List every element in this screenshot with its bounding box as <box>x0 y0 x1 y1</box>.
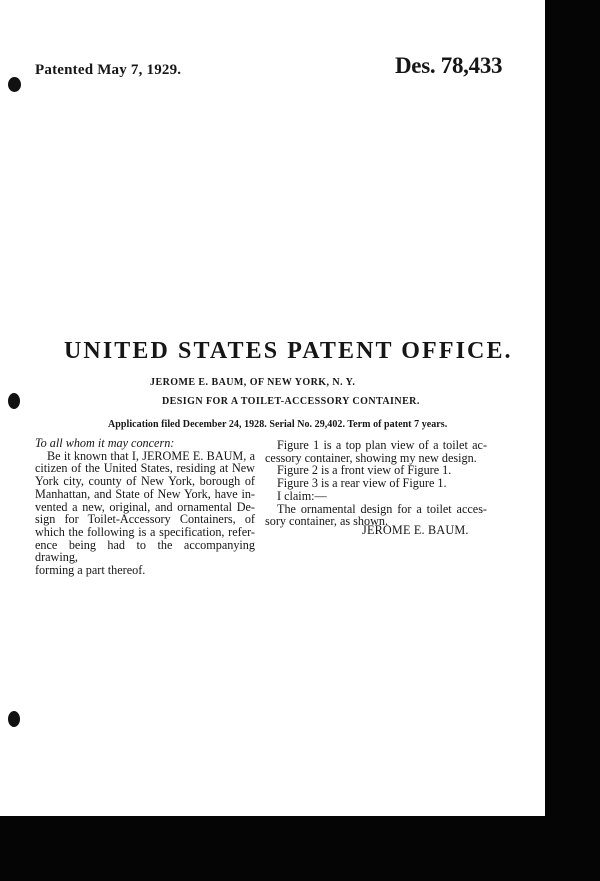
inventor-signature: JEROME E. BAUM. <box>362 523 469 537</box>
binder-hole-bottom <box>8 711 20 727</box>
figure-description: Figure 2 is a front view of Figure 1. <box>277 463 452 478</box>
binder-hole-middle <box>8 393 20 409</box>
figure-description: Figure 1 is a top plan view of a toilet ac- <box>277 438 487 452</box>
spec-line: which the following is a specification, refer- <box>35 524 255 539</box>
specification-column <box>35 437 255 577</box>
design-patent-number: Des. 78,433 <box>395 53 503 78</box>
scan-edge-bottom <box>0 816 600 881</box>
spec-line: sign for Toilet-Accessory Containers, of <box>35 512 255 527</box>
spec-line: York city, county of New York, borough of <box>35 474 255 489</box>
design-title: DESIGN FOR A TOILET-ACCESSORY CONTAINER. <box>162 396 420 407</box>
claim-heading: I claim:— <box>277 488 327 503</box>
spec-line: forming a part thereof. <box>35 563 146 578</box>
claim-text: The ornamental design for a toilet acces- <box>277 501 487 516</box>
application-line: Application filed December 24, 1928. Serial No. 29,402. Term of patent 7 years. <box>108 419 448 430</box>
scan-edge-right <box>545 0 600 881</box>
figures-claim-column <box>265 439 487 528</box>
binder-hole-top <box>8 77 21 92</box>
inventor-line: JEROME E. BAUM, OF NEW YORK, N. Y. <box>150 377 356 388</box>
spec-line: vented a new, original, and ornamental De- <box>35 499 255 514</box>
spec-line: citizen of the United States, residing at New <box>35 461 255 476</box>
patented-date: Patented May 7, 1929. <box>35 62 182 78</box>
figure-description: cessory container, showing my new design. <box>265 450 477 465</box>
spec-line: ence being had to the accompanying drawing, <box>35 537 255 565</box>
spec-line: Manhattan, and State of New York, have in- <box>35 486 255 501</box>
office-heading: UNITED STATES PATENT OFFICE. <box>64 338 513 364</box>
figure-description: Figure 3 is a rear view of Figure 1. <box>277 476 447 491</box>
claim-text: sory container, as shown. <box>265 514 389 529</box>
spec-line: Be it known that I, JEROME E. BAUM, a <box>47 448 255 463</box>
salutation: To all whom it may concern: <box>35 436 175 450</box>
